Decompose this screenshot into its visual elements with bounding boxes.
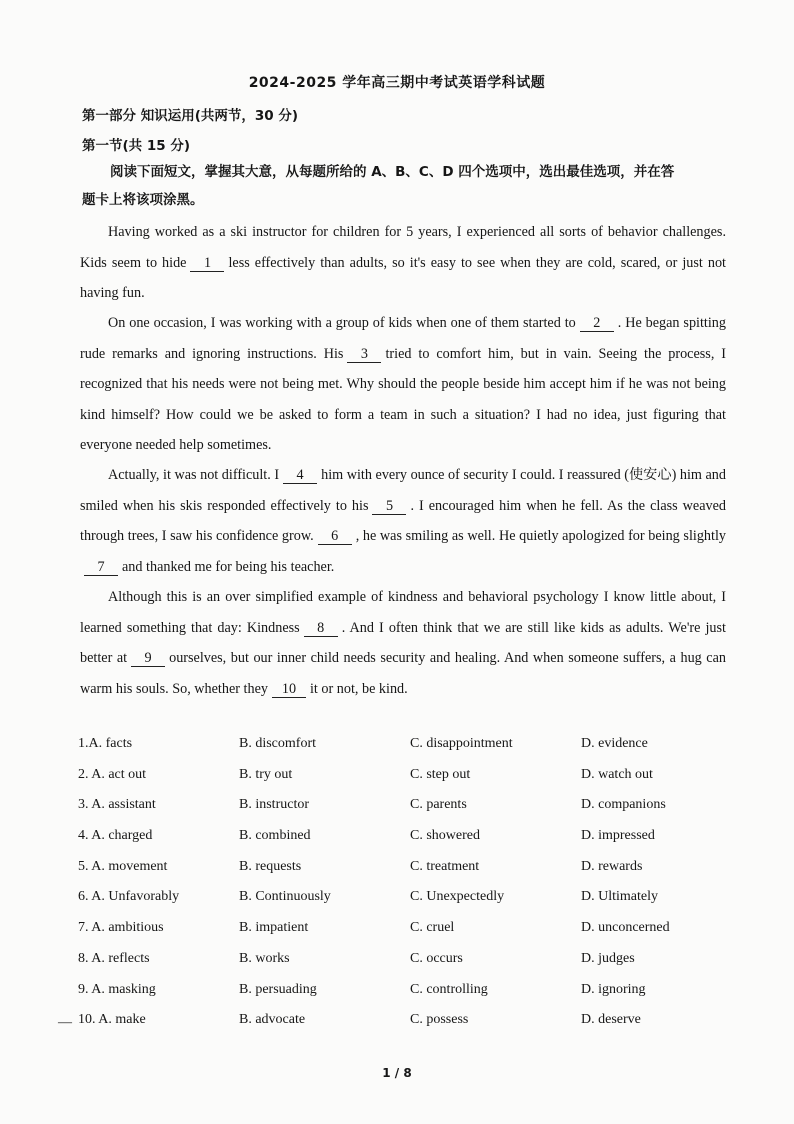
p3-text-2: him with every ounce of security I could. I reassured (使安心) him and smiled when his skis responded effectively to his [80,467,726,514]
option-b: B. discomfort [239,736,316,751]
option-a: 8. A. reflects [78,950,150,966]
option-b: B. Continuously [239,889,331,905]
option-a: 7. A. ambitious [78,920,164,936]
option-d: D. rewards [581,858,643,874]
option-a: 4. A. charged [78,828,153,844]
p2-text-3: tried to comfort him, but in vain. Seeing the process, I recognized that his needs were not being met. Why should the people beside him accept him if he was not being kind himself? How could we be asked to form a team in such a situation? I had no idea, just figuring that everyone needed help sometimes. [80,345,726,453]
option-c: C. treatment [410,858,480,874]
p3-text-3: . I encouraged him when he fell. As the class weaved through trees, I saw his confidence grow. [80,497,726,544]
option-b: B. combined [239,828,311,844]
p1-text-1: Having worked as a ski instructor for children for 5 years, I experienced all sorts of behavior challenges. Kids seem to hide [80,224,726,271]
instruction-line-1: 阅读下面短文，掌握其大意，从每题所给的 A、B、C、D 四个选项中，选出最佳选项，并在答 [110,164,675,180]
option-c: C. Unexpectedly [410,889,505,905]
option-b: B. instructor [239,797,309,813]
option-row-4 [78,828,718,859]
p3-text-5: and thanked me for being his teacher. [122,558,335,575]
blank-10: 10 [272,682,306,698]
option-b: B. works [239,950,290,966]
option-a: 10. A. make [78,1012,146,1028]
answer-options [78,736,718,1043]
passage-paragraph-3 [80,460,726,582]
option-c: C. step out [410,766,471,782]
p4-text-4: it or not, be kind. [309,680,408,697]
option-d: D. Ultimately [581,889,658,905]
option-c: C. occurs [410,950,463,966]
blank-7: 7 [84,560,118,576]
p4-text-2: . And I often think that we are still like kids as adults. We're just better at [80,619,726,666]
option-row-3 [78,797,718,828]
exam-title: 2024-2025 学年高三期中考试英语学科试题 [248,75,546,91]
option-b: B. try out [239,766,293,782]
blank-2: 2 [580,316,614,332]
p3-text-1: Actually, it was not difficult. I [108,467,280,483]
instructions [82,158,722,214]
option-d: D. ignoring [581,981,646,997]
p4-text-1: Although this is an over simplified example of kindness and behavioral psychology I know little about, I learned something that day: Kindness [80,589,726,636]
blank-6: 6 [318,529,352,545]
p3-text-4: , he was smiling as well. He quietly apologized for being slightly [355,528,726,544]
option-c: C. parents [410,797,467,813]
option-row-10 [78,1012,718,1043]
option-a: 9. A. masking [78,981,156,997]
section-heading: 第一节(共 15 分) [82,138,191,154]
option-d: D. watch out [581,766,653,782]
option-row-7 [78,920,718,951]
option-row-1 [78,736,718,767]
option-a: 6. A. Unfavorably [78,889,180,905]
option-row-5 [78,859,718,890]
instruction-line-2: 题卡上将该项涂黑。 [82,192,204,208]
option-a: 5. A. movement [78,858,168,874]
p2-text-2: . He began spitting rude remarks and ignoring instructions. His [80,315,726,362]
option-c: C. controlling [410,981,488,997]
option-d: D. impressed [581,828,655,844]
passage-paragraph-1 [80,217,726,309]
option-c: C. possess [410,1012,469,1028]
passage-paragraph-4 [80,582,726,704]
option-c: C. cruel [410,920,455,936]
option-d: D. companions [581,797,666,813]
option-d: D. judges [581,950,635,966]
part-heading: 第一部分 知识运用(共两节，30 分) [82,108,299,124]
page-number: 1 / 8 [382,1066,412,1080]
option-c: C. disappointment [410,736,513,751]
option-b: B. requests [239,858,302,874]
blank-4: 4 [283,468,317,484]
blank-8: 8 [304,621,338,637]
option-row-8 [78,951,718,982]
option-row-9 [78,982,718,1013]
option-b: B. advocate [239,1012,306,1028]
blank-3: 3 [347,347,381,363]
margin-dash: — [58,1015,72,1030]
option-d: D. deserve [581,1012,641,1028]
option-c: C. showered [410,828,480,844]
p1-text-2: less effectively than adults, so it's easy to see when they are cold, scared, or just not having fun. [80,254,726,301]
option-a: 3. A. assistant [78,797,156,813]
option-row-2 [78,767,718,798]
blank-1: 1 [190,256,224,272]
option-a: 2. A. act out [78,766,147,782]
p2-text-1: On one occasion, I was working with a group of kids when one of them started to [108,315,576,331]
p4-text-3: ourselves, but our inner child needs security and healing. And when someone suffers, a hug can warm his souls. So, whether they [80,650,726,697]
option-b: B. persuading [239,981,317,997]
passage-paragraph-2 [80,308,726,461]
option-d: D. evidence [581,736,648,751]
blank-5: 5 [372,499,406,515]
option-a: 1.A. facts [78,736,133,751]
option-b: B. impatient [239,920,309,936]
blank-9: 9 [131,651,165,667]
option-row-6 [78,889,718,920]
option-d: D. unconcerned [581,920,670,936]
